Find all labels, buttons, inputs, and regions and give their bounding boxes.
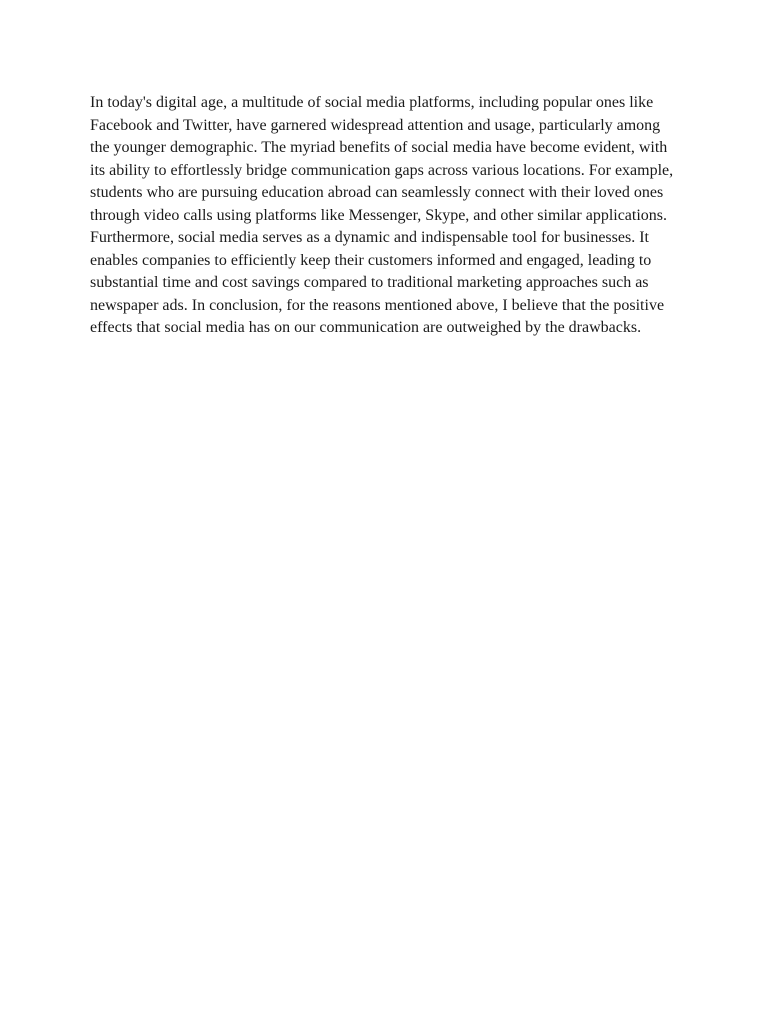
essay-paragraph: In today's digital age, a multitude of social media platforms, including popular ones like Facebook and Twitter, have garnered widespread attention and usage, particularly among the younger demographic. The myriad benefits of social media have become evident, with its ability to effortlessly bridge communication gaps across various locations. For example, students who are pursuing education abroad can seamlessly connect with their loved ones through video calls using platforms like Messenger, Skype, and other similar applications. Furthermore, social media serves as a dynamic and indispensable tool for businesses. It enables companies to efficiently keep their customers informed and engaged, leading to substantial time and cost savings compared to traditional marketing approaches such as newspaper ads. In conclusion, for the reasons mentioned above, I believe that the positive effects that social media has on our communication are outweighed by the drawbacks. [90, 94, 674, 336]
